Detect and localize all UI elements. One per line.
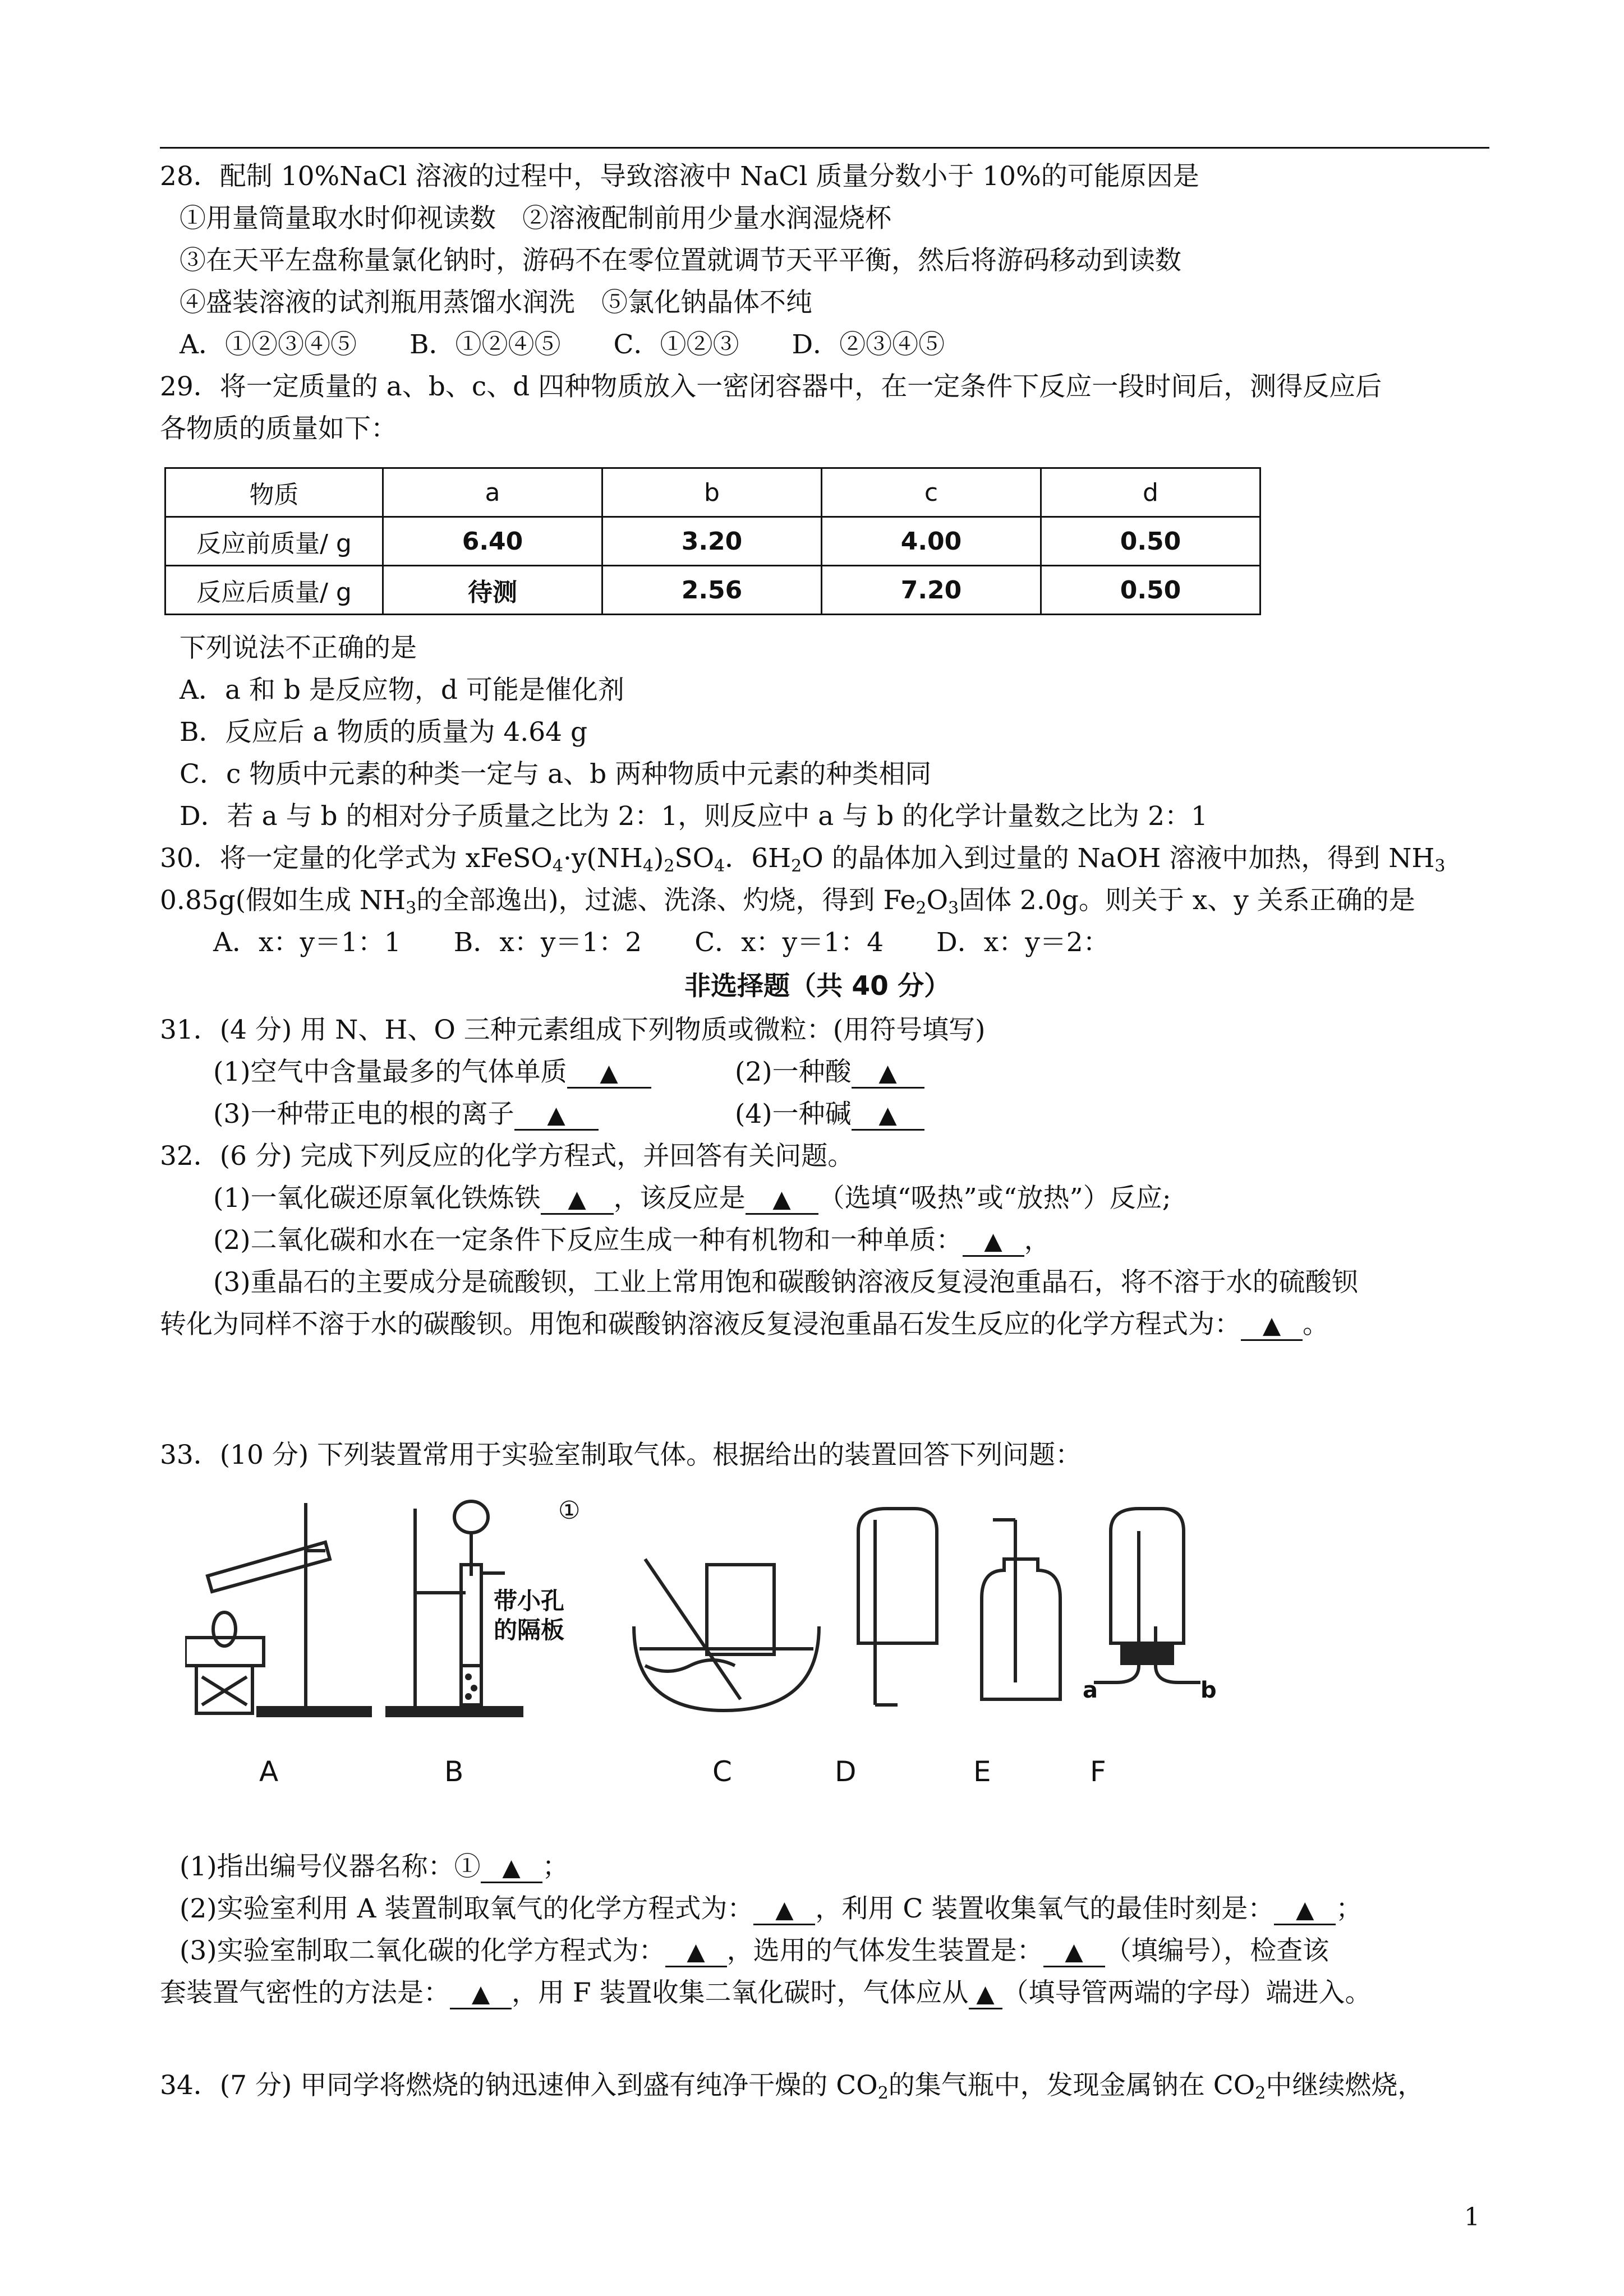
apparatus-e: [982, 1520, 1060, 1699]
answer-blank[interactable]: ▲: [450, 1980, 512, 2009]
table-cell: 7.20: [822, 566, 1041, 615]
table-row: [165, 566, 1260, 615]
table-cell: 3.20: [602, 517, 822, 566]
table-cell: c: [822, 468, 1041, 517]
figure-label-f: F: [1090, 1755, 1106, 1788]
q29-option-c: C．c 物质中元素的种类一定与 a、b 两种物质中元素的种类相同: [180, 759, 932, 790]
q31-item-1: (1)空气中含量最多的气体单质 ▲: [213, 1056, 651, 1089]
q33-item-3-line-1: (3)实验室制取二氧化碳的化学方程式为： ▲ ，选用的气体发生装置是： ▲ （填编号），检查该: [180, 1935, 1329, 1966]
apparatus-f: [1094, 1509, 1200, 1682]
q28-reason-line-3: ④盛装溶液的试剂瓶用蒸馏水润洗 ⑤氯化钠晶体不纯: [180, 287, 812, 318]
q33-stem: 33．(10 分) 下列装置常用于实验室制取气体。根据给出的装置回答下列问题：: [160, 1440, 1082, 1470]
q30-line-2: 0.85g(假如生成 $NH_3$的全部逸出)，过滤、洗涤、灼烧，得到 $Fe_2O_3$固体 2.0g。则关于 x、y 关系正确的是: [160, 885, 1415, 918]
q28-stem: 28．配制 10%NaCl 溶液的过程中，导致溶液中 NaCl 质量分数小于 10%的可能原因是: [160, 161, 1199, 192]
q32-item-2: (2)二氧化碳和水在一定条件下反应生成一种有机物和一种单质： ▲ ，: [213, 1225, 1051, 1256]
q31-item-4: (4)一种碱 ▲: [735, 1098, 924, 1131]
partition-label-2: 的隔板: [494, 1616, 565, 1644]
table-cell: 待测: [383, 566, 602, 615]
table-cell: 反应后质量/ g: [165, 566, 383, 615]
q33-item-3-line-2: 套装置气密性的方法是： ▲ ，用 F 装置收集二氧化碳时，气体应从 ▲ （填导管两端的字母）端进入。: [160, 1977, 1372, 2008]
q30-options: A．x：y＝1：1 B．x：y＝1：2 C．x：y＝1：4 D．x：y＝2：: [213, 927, 1110, 958]
answer-blank[interactable]: ▲: [1043, 1938, 1105, 1967]
table-header-row: [165, 468, 1260, 517]
q31-stem: 31．(4 分) 用 N、H、O 三种元素组成下列物质或微粒：(用符号填写): [160, 1015, 986, 1045]
circle-one-label: ①: [558, 1496, 581, 1525]
table-cell: 0.50: [1041, 566, 1260, 615]
q29-stem-1: 29．将一定质量的 a、b、c、d 四种物质放入一密闭容器中，在一定条件下反应一段时间后，测得反应后: [160, 371, 1382, 402]
table-cell: b: [602, 468, 822, 517]
answer-blank[interactable]: ▲: [852, 1101, 924, 1131]
answer-blank[interactable]: ▲: [665, 1938, 727, 1967]
q32-item-3-line-2: 转化为同样不溶于水的碳酸钡。用饱和碳酸钠溶液反复浸泡重晶石发生反应的化学方程式为： ▲ 。: [160, 1309, 1329, 1340]
q29-option-d: D．若 a 与 b 的相对分子质量之比为 2：1，则反应中 a 与 b 的化学计量数之比为 2：1: [180, 801, 1208, 832]
q28-reason-line-2: ③在天平左盘称量氯化钠时，游码不在零位置就调节天平平衡，然后将游码移动到读数: [180, 245, 1181, 276]
answer-blank[interactable]: ▲: [541, 1185, 614, 1215]
port-a-label: a: [1083, 1677, 1098, 1703]
q28-reason-line-1: ①用量筒量取水时仰视读数 ②溶液配制前用少量水润湿烧杯: [180, 203, 891, 234]
mass-table: [164, 467, 1261, 615]
table-cell: 4.00: [822, 517, 1041, 566]
figure-label-e: E: [973, 1755, 991, 1788]
table-cell: a: [383, 468, 602, 517]
answer-blank[interactable]: ▲: [1274, 1896, 1336, 1925]
q32-stem: 32．(6 分) 完成下列反应的化学方程式，并回答有关问题。: [160, 1141, 854, 1172]
q31-item-3: (3)一种带正电的根的离子 ▲: [213, 1098, 599, 1131]
apparatus-figure: [185, 1497, 1229, 1733]
answer-blank[interactable]: ▲: [1241, 1311, 1303, 1341]
q29-stem-2: 各物质的质量如下：: [160, 413, 397, 444]
port-b-label: b: [1200, 1677, 1217, 1703]
answer-blank[interactable]: ▲: [481, 1854, 542, 1883]
q32-item-3-line-1: (3)重晶石的主要成分是硫酸钡，工业上常用饱和碳酸钠溶液反复浸泡重晶石，将不溶于水的硫酸钡: [213, 1267, 1358, 1298]
figure-label-d: D: [835, 1755, 857, 1788]
answer-blank[interactable]: ▲: [963, 1227, 1024, 1257]
table-cell: 6.40: [383, 517, 602, 566]
apparatus-c: [634, 1559, 819, 1711]
figure-label-c: C: [712, 1755, 732, 1788]
table-row: [165, 517, 1260, 566]
q33-item-2: (2)实验室利用 A 装置制取氧气的化学方程式为： ▲ ，利用 C 装置收集氧气的最佳时刻是： ▲ ；: [180, 1893, 1363, 1924]
table-cell: 反应前质量/ g: [165, 517, 383, 566]
table-cell: 0.50: [1041, 517, 1260, 566]
header-rule: [160, 147, 1489, 149]
q28-options: A．①②③④⑤ B．①②④⑤ C．①②③ D．②③④⑤: [180, 329, 945, 360]
table-cell: 2.56: [602, 566, 822, 615]
q33-item-1: (1)指出编号仪器名称：① ▲ ；: [180, 1851, 569, 1882]
answer-blank[interactable]: ▲: [567, 1059, 651, 1089]
figure-label-b: B: [444, 1755, 464, 1788]
q29-option-b: B．反应后 a 物质的质量为 4.64 g: [180, 717, 588, 748]
answer-blank[interactable]: ▲: [852, 1059, 924, 1089]
answer-blank[interactable]: ▲: [969, 1980, 1002, 2009]
table-cell: 物质: [165, 468, 383, 517]
section-title: 非选择题（共 40 分）: [684, 971, 951, 1002]
q29-prompt: 下列说法不正确的是: [180, 633, 417, 663]
apparatus-d: [858, 1509, 937, 1705]
page-number: 1: [1464, 2203, 1480, 2232]
answer-blank[interactable]: ▲: [514, 1101, 599, 1131]
q32-item-1: (1)一氧化碳还原氧化铁炼铁 ▲ ，该反应是 ▲ （选填“吸热”或“放热”）反应;: [213, 1183, 1171, 1214]
q34-line-1: 34．(7 分) 甲同学将燃烧的钠迅速伸入到盛有纯净干燥的 $CO_2$的集气瓶中，发现金属钠在 $CO_2$中继续燃烧，: [160, 2070, 1424, 2103]
answer-blank[interactable]: ▲: [753, 1896, 815, 1925]
figure-label-a: A: [259, 1755, 279, 1788]
q30-line-1: 30．将一定量的化学式为 $xFeSO_4\cdot y(NH_4)_2SO_4$．$6H_2O$ 的晶体加入到过量的 NaOH 溶液中加热，得到 $NH_3$: [160, 843, 1446, 876]
table-cell: d: [1041, 468, 1260, 517]
partition-label-1: 带小孔: [494, 1587, 565, 1615]
answer-blank[interactable]: ▲: [746, 1185, 818, 1215]
q31-item-2: (2)一种酸 ▲: [735, 1056, 924, 1089]
q29-option-a: A．a 和 b 是反应物，d 可能是催化剂: [180, 675, 624, 706]
apparatus-a: [185, 1503, 370, 1716]
